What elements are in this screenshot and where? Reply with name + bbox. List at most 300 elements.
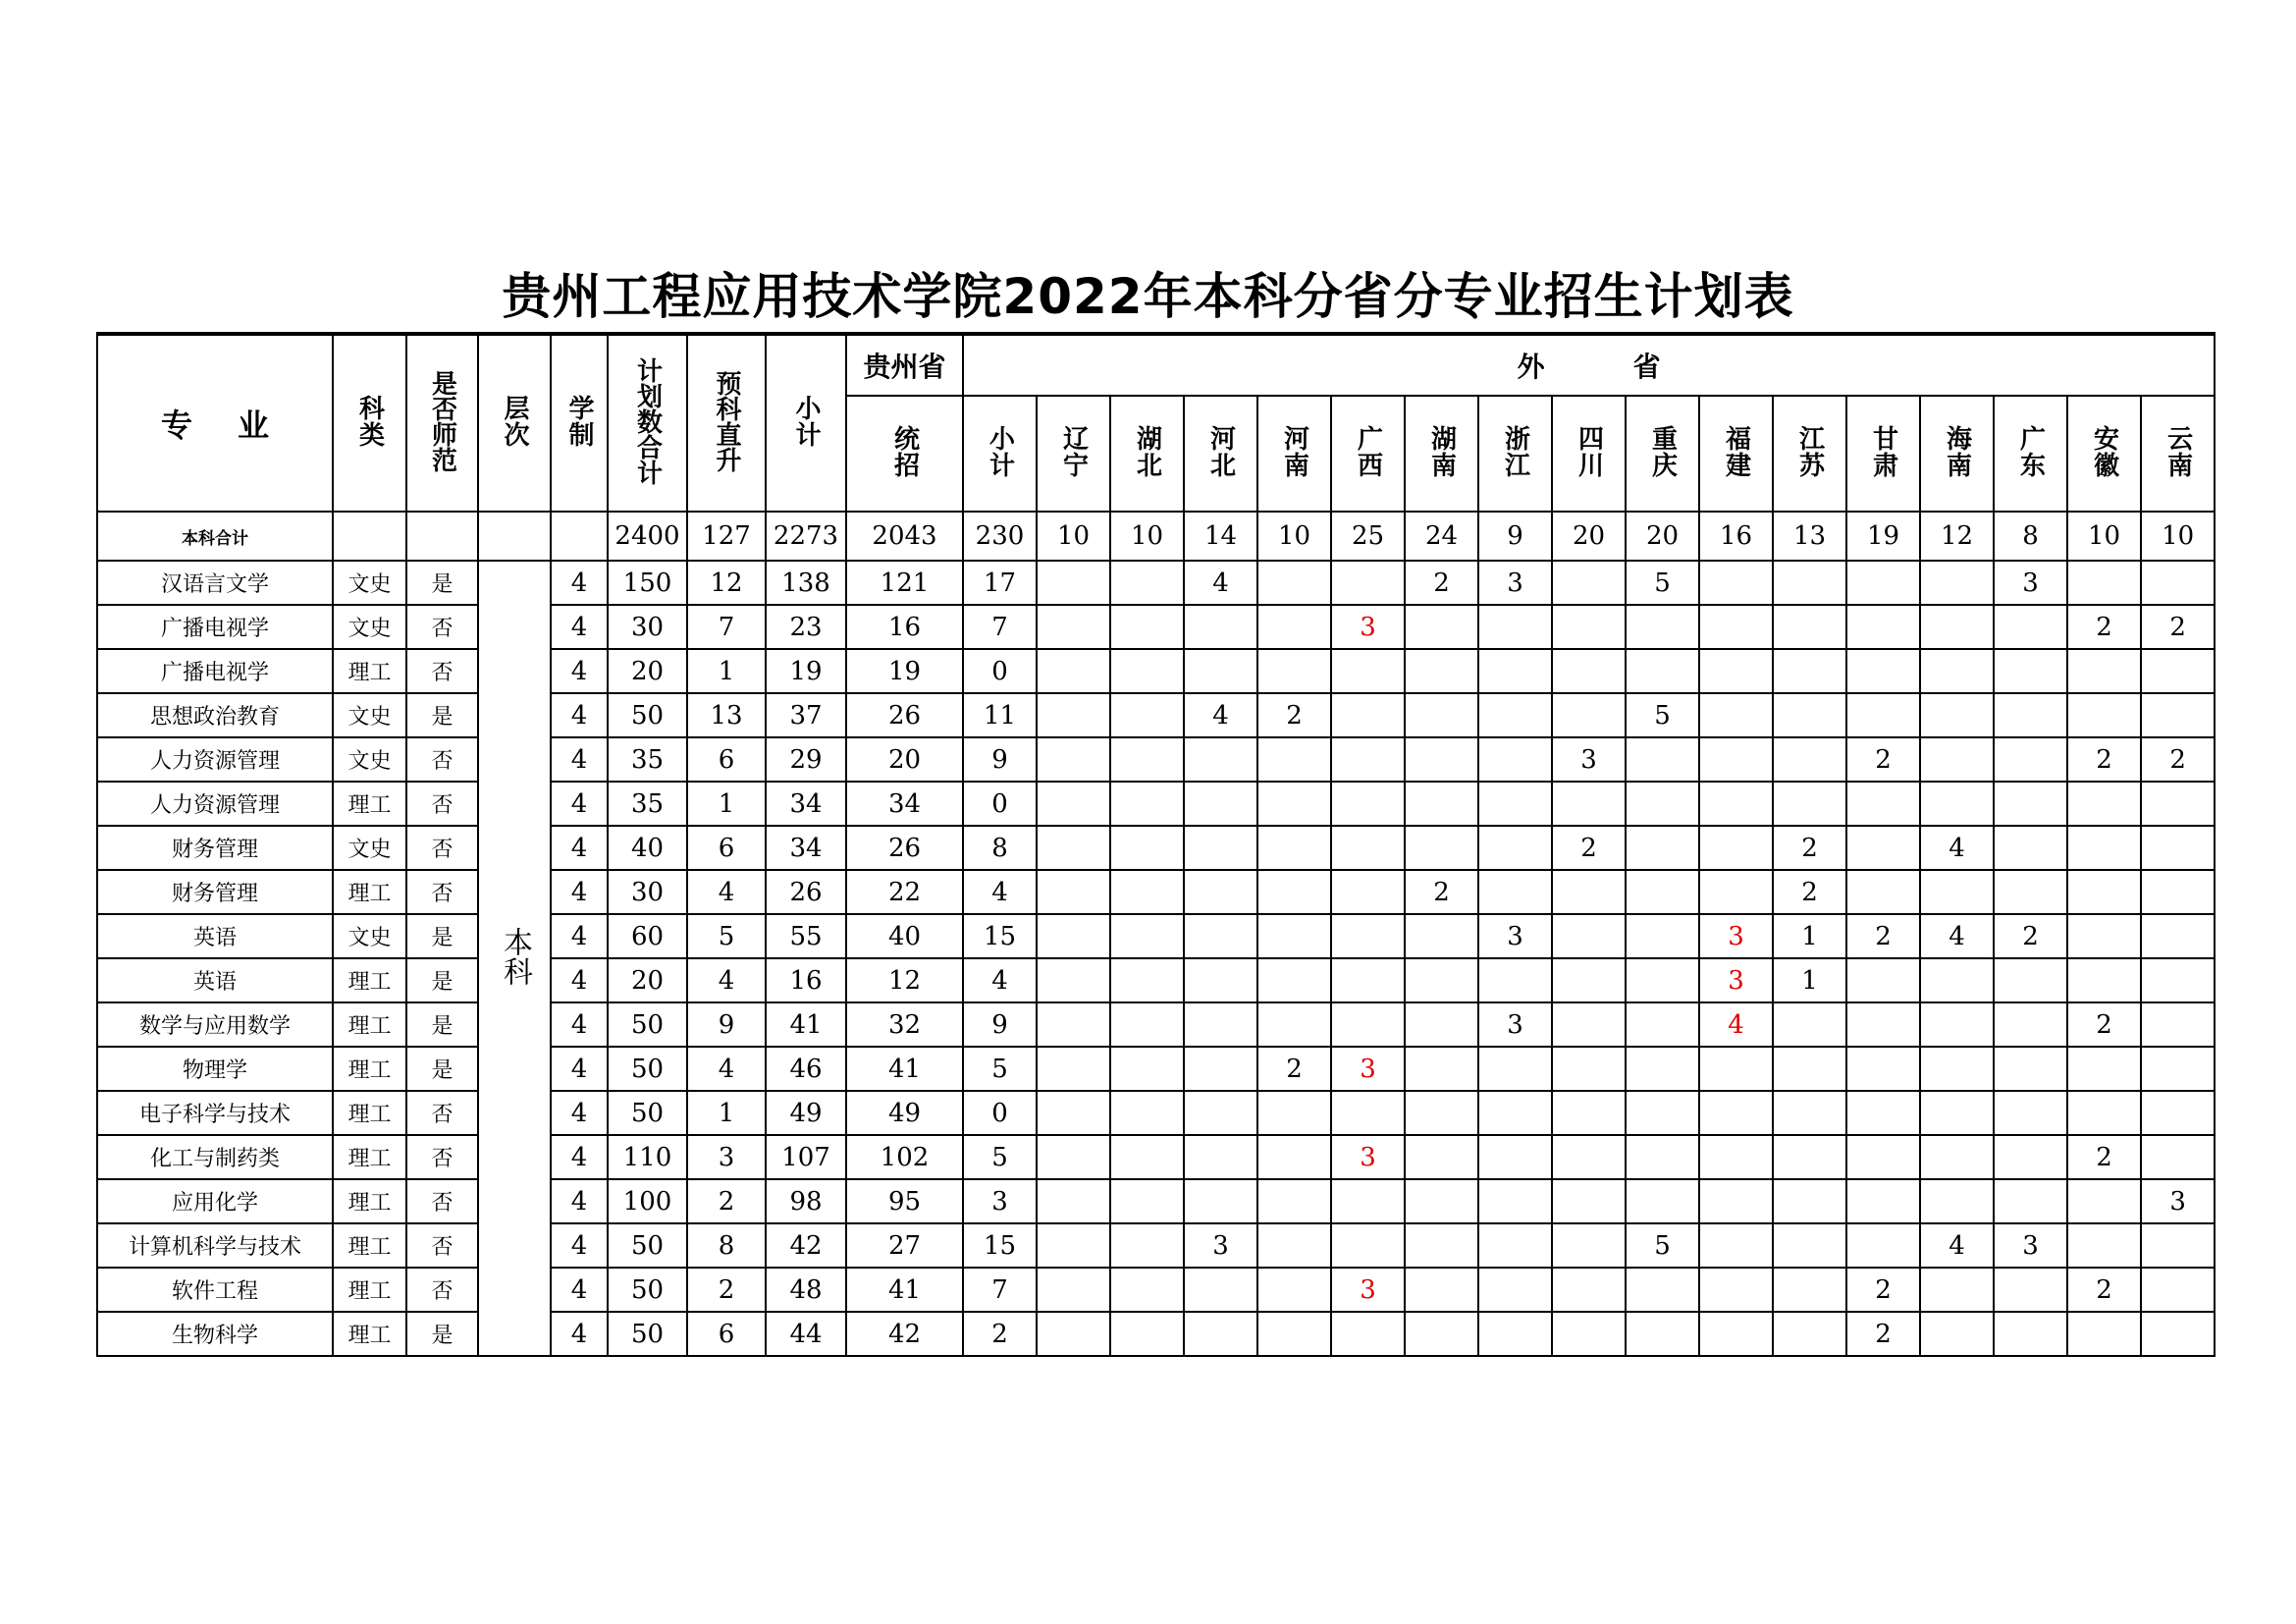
province-count xyxy=(1405,1312,1478,1356)
table-row xyxy=(97,649,2215,693)
province-count xyxy=(1110,1223,1184,1268)
province-count: 2 xyxy=(1773,826,1846,870)
province-count xyxy=(1773,693,1846,737)
province-count xyxy=(1405,1091,1478,1135)
header-subtotal: 小计 xyxy=(766,334,846,512)
is-normal: 否 xyxy=(406,1179,478,1223)
preparatory: 4 xyxy=(687,958,766,1002)
total-empty xyxy=(551,512,608,561)
header-major: 专业 xyxy=(97,334,333,512)
outside-subtotal: 5 xyxy=(963,1047,1037,1091)
province-count xyxy=(1552,1135,1626,1179)
province-count xyxy=(1037,826,1110,870)
province-count: 4 xyxy=(1699,1002,1773,1047)
preparatory: 1 xyxy=(687,1091,766,1135)
outside-subtotal: 7 xyxy=(963,1268,1037,1312)
province-count xyxy=(1110,782,1184,826)
is-normal: 否 xyxy=(406,605,478,649)
table-row xyxy=(97,1135,2215,1179)
subtotal: 98 xyxy=(766,1179,846,1223)
province-count: 5 xyxy=(1626,561,1699,605)
subtotal: 34 xyxy=(766,782,846,826)
table-row xyxy=(97,561,2215,605)
province-count xyxy=(1184,1047,1257,1091)
guizhou-unified: 27 xyxy=(846,1223,963,1268)
province-count xyxy=(1478,1179,1552,1223)
major-name: 思想政治教育 xyxy=(97,693,333,737)
province-count xyxy=(1257,1312,1331,1356)
province-count xyxy=(1552,649,1626,693)
province-count xyxy=(2141,958,2215,1002)
province-count xyxy=(2141,649,2215,693)
header-province: 海南 xyxy=(1920,396,1994,512)
years: 4 xyxy=(551,782,608,826)
header-province: 湖北 xyxy=(1110,396,1184,512)
province-count xyxy=(1846,649,1920,693)
province-count xyxy=(1037,649,1110,693)
major-name: 人力资源管理 xyxy=(97,737,333,782)
province-count xyxy=(1994,1268,2067,1312)
province-count xyxy=(1037,605,1110,649)
plan-total: 35 xyxy=(608,782,687,826)
plan-total: 40 xyxy=(608,826,687,870)
province-count: 3 xyxy=(1478,914,1552,958)
total-value: 24 xyxy=(1405,512,1478,561)
province-count xyxy=(1699,1135,1773,1179)
province-count xyxy=(1773,1312,1846,1356)
province-count xyxy=(1405,914,1478,958)
province-count xyxy=(1184,1268,1257,1312)
years: 4 xyxy=(551,826,608,870)
is-normal: 否 xyxy=(406,782,478,826)
province-count: 2 xyxy=(2067,1002,2141,1047)
category: 理工 xyxy=(333,870,406,914)
total-empty xyxy=(333,512,406,561)
province-count xyxy=(1110,605,1184,649)
province-count xyxy=(1846,1002,1920,1047)
province-count xyxy=(2067,1312,2141,1356)
outside-subtotal: 17 xyxy=(963,561,1037,605)
category: 理工 xyxy=(333,649,406,693)
province-count: 2 xyxy=(1773,870,1846,914)
years: 4 xyxy=(551,1135,608,1179)
province-count xyxy=(2141,693,2215,737)
province-count xyxy=(1699,1223,1773,1268)
plan-total: 50 xyxy=(608,1268,687,1312)
province-count: 2 xyxy=(1257,1047,1331,1091)
province-count: 3 xyxy=(1331,1047,1405,1091)
table-row xyxy=(97,958,2215,1002)
province-count xyxy=(1331,1002,1405,1047)
is-normal: 是 xyxy=(406,1002,478,1047)
province-count: 2 xyxy=(2141,605,2215,649)
province-count xyxy=(2141,1002,2215,1047)
total-value: 2043 xyxy=(846,512,963,561)
province-count xyxy=(1110,1047,1184,1091)
province-count xyxy=(1257,870,1331,914)
province-count xyxy=(1478,1091,1552,1135)
is-normal: 否 xyxy=(406,649,478,693)
province-count xyxy=(1184,1312,1257,1356)
preparatory: 5 xyxy=(687,914,766,958)
guizhou-unified: 22 xyxy=(846,870,963,914)
category: 文史 xyxy=(333,826,406,870)
province-count xyxy=(1920,1002,1994,1047)
outside-subtotal: 0 xyxy=(963,782,1037,826)
province-count xyxy=(1552,693,1626,737)
total-value: 10 xyxy=(1257,512,1331,561)
province-count xyxy=(1773,1002,1846,1047)
guizhou-unified: 26 xyxy=(846,826,963,870)
subtotal: 55 xyxy=(766,914,846,958)
province-count xyxy=(1331,826,1405,870)
province-count xyxy=(2067,826,2141,870)
header-province: 广西 xyxy=(1331,396,1405,512)
outside-subtotal: 4 xyxy=(963,870,1037,914)
years: 4 xyxy=(551,1002,608,1047)
header-province: 重庆 xyxy=(1626,396,1699,512)
province-count xyxy=(1773,737,1846,782)
province-count xyxy=(1994,693,2067,737)
guizhou-unified: 49 xyxy=(846,1091,963,1135)
province-count xyxy=(1920,958,1994,1002)
header-province: 浙江 xyxy=(1478,396,1552,512)
province-count xyxy=(2067,561,2141,605)
province-count xyxy=(1846,605,1920,649)
plan-total: 50 xyxy=(608,693,687,737)
province-count xyxy=(1037,1223,1110,1268)
province-count xyxy=(1184,782,1257,826)
years: 4 xyxy=(551,1312,608,1356)
province-count xyxy=(1110,649,1184,693)
province-count xyxy=(1994,649,2067,693)
province-count xyxy=(1478,958,1552,1002)
province-count xyxy=(1184,958,1257,1002)
province-count xyxy=(1626,1091,1699,1135)
plan-total: 150 xyxy=(608,561,687,605)
province-count xyxy=(1257,605,1331,649)
province-count xyxy=(1626,914,1699,958)
plan-total: 20 xyxy=(608,958,687,1002)
province-count xyxy=(1552,1002,1626,1047)
province-count xyxy=(1110,1091,1184,1135)
province-count xyxy=(1994,1312,2067,1356)
province-count: 2 xyxy=(2067,1268,2141,1312)
total-label: 本科合计 xyxy=(97,512,333,561)
guizhou-unified: 41 xyxy=(846,1268,963,1312)
major-name: 财务管理 xyxy=(97,826,333,870)
total-value: 13 xyxy=(1773,512,1846,561)
province-count xyxy=(1699,1312,1773,1356)
total-value: 2273 xyxy=(766,512,846,561)
years: 4 xyxy=(551,1091,608,1135)
province-count: 3 xyxy=(1994,561,2067,605)
province-count xyxy=(1037,1135,1110,1179)
province-count: 3 xyxy=(1331,1135,1405,1179)
header-province: 河北 xyxy=(1184,396,1257,512)
province-count xyxy=(2067,1223,2141,1268)
years: 4 xyxy=(551,693,608,737)
preparatory: 7 xyxy=(687,605,766,649)
province-count xyxy=(1257,958,1331,1002)
header-province: 云南 xyxy=(2141,396,2215,512)
province-count xyxy=(1846,1223,1920,1268)
province-count xyxy=(1257,1135,1331,1179)
subtotal: 49 xyxy=(766,1091,846,1135)
subtotal: 19 xyxy=(766,649,846,693)
province-count: 2 xyxy=(1846,737,1920,782)
province-count xyxy=(1110,870,1184,914)
province-count xyxy=(2067,870,2141,914)
province-count xyxy=(1331,870,1405,914)
province-count xyxy=(1626,605,1699,649)
preparatory: 6 xyxy=(687,826,766,870)
outside-subtotal: 15 xyxy=(963,1223,1037,1268)
province-count: 3 xyxy=(1478,561,1552,605)
is-normal: 否 xyxy=(406,870,478,914)
province-count xyxy=(1110,1135,1184,1179)
province-count xyxy=(1773,1223,1846,1268)
province-count xyxy=(1994,1047,2067,1091)
subtotal: 16 xyxy=(766,958,846,1002)
province-count xyxy=(1846,561,1920,605)
total-value: 127 xyxy=(687,512,766,561)
header-years: 学制 xyxy=(551,334,608,512)
table-row xyxy=(97,1091,2215,1135)
total-value: 10 xyxy=(2067,512,2141,561)
province-count xyxy=(1699,1268,1773,1312)
province-count xyxy=(1626,826,1699,870)
province-count xyxy=(1699,649,1773,693)
header-province: 河南 xyxy=(1257,396,1331,512)
major-name: 应用化学 xyxy=(97,1179,333,1223)
province-count xyxy=(1699,870,1773,914)
province-count xyxy=(1184,605,1257,649)
table-row xyxy=(97,1312,2215,1356)
province-count xyxy=(2141,1135,2215,1179)
major-name: 财务管理 xyxy=(97,870,333,914)
province-count: 2 xyxy=(1994,914,2067,958)
outside-subtotal: 7 xyxy=(963,605,1037,649)
plan-total: 30 xyxy=(608,605,687,649)
plan-total: 30 xyxy=(608,870,687,914)
province-count: 3 xyxy=(1994,1223,2067,1268)
category: 理工 xyxy=(333,1091,406,1135)
outside-subtotal: 9 xyxy=(963,1002,1037,1047)
category: 理工 xyxy=(333,1179,406,1223)
province-count xyxy=(1994,1179,2067,1223)
province-count xyxy=(1478,1135,1552,1179)
province-count xyxy=(1405,1268,1478,1312)
province-count xyxy=(1257,1179,1331,1223)
is-normal: 否 xyxy=(406,1135,478,1179)
province-count xyxy=(1037,1091,1110,1135)
province-count xyxy=(1184,1179,1257,1223)
level-cell: 本科 xyxy=(478,561,551,1356)
plan-total: 110 xyxy=(608,1135,687,1179)
province-count xyxy=(1405,1135,1478,1179)
province-count xyxy=(2141,782,2215,826)
province-count xyxy=(1699,605,1773,649)
province-count xyxy=(1773,605,1846,649)
header-province: 江苏 xyxy=(1773,396,1846,512)
province-count xyxy=(1552,1312,1626,1356)
guizhou-unified: 121 xyxy=(846,561,963,605)
header-level: 层次 xyxy=(478,334,551,512)
province-count xyxy=(1184,914,1257,958)
guizhou-unified: 32 xyxy=(846,1002,963,1047)
plan-total: 60 xyxy=(608,914,687,958)
total-value: 8 xyxy=(1994,512,2067,561)
province-count xyxy=(1110,561,1184,605)
is-normal: 否 xyxy=(406,737,478,782)
plan-total: 100 xyxy=(608,1179,687,1223)
province-count xyxy=(1405,649,1478,693)
preparatory: 4 xyxy=(687,1047,766,1091)
guizhou-unified: 95 xyxy=(846,1179,963,1223)
province-count xyxy=(1478,870,1552,914)
province-count xyxy=(1920,561,1994,605)
subtotal: 29 xyxy=(766,737,846,782)
province-count xyxy=(1994,870,2067,914)
province-count xyxy=(1331,1312,1405,1356)
subtotal: 42 xyxy=(766,1223,846,1268)
header-province: 福建 xyxy=(1699,396,1773,512)
province-count xyxy=(1699,1179,1773,1223)
province-count: 2 xyxy=(2067,605,2141,649)
province-count xyxy=(1994,958,2067,1002)
table-row xyxy=(97,1223,2215,1268)
years: 4 xyxy=(551,605,608,649)
province-count: 3 xyxy=(1331,1268,1405,1312)
subtotal: 41 xyxy=(766,1002,846,1047)
province-count xyxy=(1037,693,1110,737)
province-count xyxy=(1699,782,1773,826)
table-row xyxy=(97,605,2215,649)
province-count xyxy=(1037,1002,1110,1047)
guizhou-unified: 26 xyxy=(846,693,963,737)
province-count xyxy=(2067,1091,2141,1135)
province-count xyxy=(1773,1268,1846,1312)
province-count xyxy=(1552,782,1626,826)
province-count: 3 xyxy=(1552,737,1626,782)
province-count xyxy=(1552,1047,1626,1091)
province-count xyxy=(1699,737,1773,782)
province-count xyxy=(1773,1179,1846,1223)
province-count xyxy=(1699,1047,1773,1091)
province-count xyxy=(1405,782,1478,826)
province-count xyxy=(1478,826,1552,870)
province-count: 2 xyxy=(1405,870,1478,914)
province-count xyxy=(1331,1179,1405,1223)
province-count: 1 xyxy=(1773,958,1846,1002)
province-count xyxy=(1110,737,1184,782)
province-count xyxy=(1478,693,1552,737)
province-count xyxy=(1037,737,1110,782)
province-count xyxy=(2141,914,2215,958)
major-name: 英语 xyxy=(97,914,333,958)
preparatory: 12 xyxy=(687,561,766,605)
province-count: 3 xyxy=(2141,1179,2215,1223)
province-count xyxy=(1846,1179,1920,1223)
province-count xyxy=(1773,1091,1846,1135)
province-count xyxy=(2067,693,2141,737)
province-count xyxy=(1994,1135,2067,1179)
header-province: 辽宁 xyxy=(1037,396,1110,512)
province-count xyxy=(1110,1002,1184,1047)
province-count xyxy=(1552,958,1626,1002)
total-value: 2400 xyxy=(608,512,687,561)
major-name: 计算机科学与技术 xyxy=(97,1223,333,1268)
header-province: 四川 xyxy=(1552,396,1626,512)
province-count xyxy=(1846,1047,1920,1091)
preparatory: 4 xyxy=(687,870,766,914)
province-count xyxy=(1626,1047,1699,1091)
province-count: 2 xyxy=(1846,1312,1920,1356)
province-count xyxy=(2141,870,2215,914)
guizhou-unified: 40 xyxy=(846,914,963,958)
province-count: 2 xyxy=(1552,826,1626,870)
province-count xyxy=(1257,561,1331,605)
province-count xyxy=(1994,1002,2067,1047)
province-count xyxy=(1920,1091,1994,1135)
province-count xyxy=(1846,958,1920,1002)
header-preparatory: 预科直升 xyxy=(687,334,766,512)
province-count xyxy=(1478,649,1552,693)
table-row xyxy=(97,1179,2215,1223)
plan-total: 50 xyxy=(608,1223,687,1268)
is-normal: 否 xyxy=(406,826,478,870)
is-normal: 否 xyxy=(406,1268,478,1312)
is-normal: 是 xyxy=(406,561,478,605)
province-count xyxy=(1037,561,1110,605)
guizhou-unified: 19 xyxy=(846,649,963,693)
preparatory: 2 xyxy=(687,1179,766,1223)
is-normal: 是 xyxy=(406,958,478,1002)
subtotal: 37 xyxy=(766,693,846,737)
outside-subtotal: 0 xyxy=(963,649,1037,693)
outside-subtotal: 2 xyxy=(963,1312,1037,1356)
province-count: 2 xyxy=(1846,914,1920,958)
province-count xyxy=(1552,914,1626,958)
total-value: 12 xyxy=(1920,512,1994,561)
province-count: 4 xyxy=(1920,826,1994,870)
province-count xyxy=(1478,1268,1552,1312)
major-name: 化工与制药类 xyxy=(97,1135,333,1179)
guizhou-unified: 20 xyxy=(846,737,963,782)
province-count xyxy=(1846,870,1920,914)
province-count xyxy=(2067,1179,2141,1223)
province-count xyxy=(1037,1312,1110,1356)
header-province: 湖南 xyxy=(1405,396,1478,512)
header-plan-total: 计划数合计 xyxy=(608,334,687,512)
table-row xyxy=(97,1047,2215,1091)
preparatory: 1 xyxy=(687,782,766,826)
years: 4 xyxy=(551,1223,608,1268)
province-count xyxy=(1184,870,1257,914)
plan-total: 20 xyxy=(608,649,687,693)
province-count xyxy=(2141,561,2215,605)
total-value: 14 xyxy=(1184,512,1257,561)
subtotal: 138 xyxy=(766,561,846,605)
major-name: 英语 xyxy=(97,958,333,1002)
enrollment-plan-table xyxy=(96,332,2216,1357)
province-count xyxy=(1405,605,1478,649)
header-guizhou: 贵州省 xyxy=(846,334,963,396)
province-count xyxy=(1331,914,1405,958)
province-count xyxy=(1699,1091,1773,1135)
province-count xyxy=(1994,737,2067,782)
